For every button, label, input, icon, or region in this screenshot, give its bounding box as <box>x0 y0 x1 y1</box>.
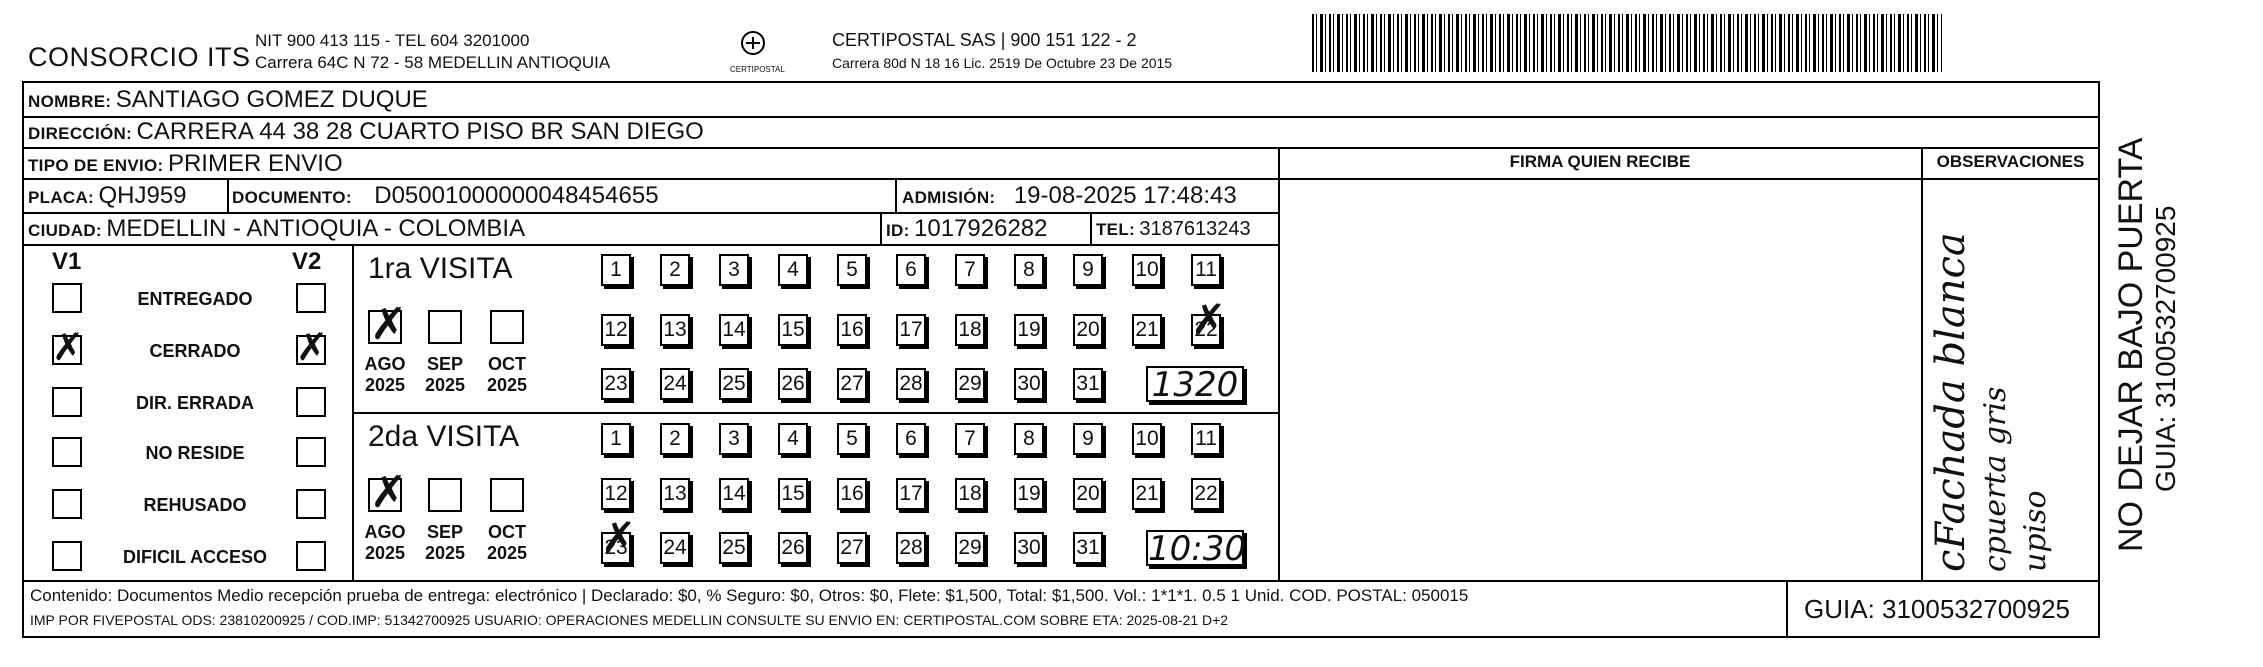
footer-imp: IMP POR FIVEPOSTAL ODS: 23810200925 / COD.IMP: 51342700925 USUARIO: OPERACIONES MEDELLIN CONSULTE SU ENVIO EN: CERTIPOSTAL.COM SOBRE ETA: 2025-08-21 D+2 <box>30 612 1229 628</box>
visit1-day-box[interactable]: 30 <box>1014 368 1044 400</box>
visit2-month-box[interactable] <box>428 478 462 512</box>
visit2-month-mark: ✗ <box>370 467 407 518</box>
visit1-month-name: OCT <box>488 354 526 374</box>
rule <box>22 178 2100 180</box>
visit1-day-box[interactable]: 17 <box>896 314 926 346</box>
rule <box>22 147 2100 149</box>
rule <box>22 244 1278 246</box>
visit1-day-box[interactable]: 1 <box>601 254 631 286</box>
v1-checkbox[interactable] <box>52 283 82 313</box>
company-address: Carrera 64C N 72 - 58 MEDELLIN ANTIOQUIA <box>255 53 611 72</box>
visit1-day-box[interactable]: 19 <box>1014 314 1044 346</box>
visit1-day-box[interactable]: 10 <box>1132 254 1162 286</box>
visit1-month-year: 2025 <box>486 375 528 395</box>
visit1-day-box[interactable]: 4 <box>778 254 808 286</box>
firma-header: FIRMA QUIEN RECIBE <box>1509 152 1691 171</box>
visit1-day-box[interactable]: 13 <box>660 314 690 346</box>
visit2-day-box[interactable]: 18 <box>955 478 985 510</box>
visit2-title: 2da VISITA <box>368 420 520 453</box>
tipo-label: TIPO DE ENVIO: <box>28 156 164 175</box>
rule <box>352 244 354 580</box>
visit1-day-box[interactable]: 27 <box>837 368 867 400</box>
rule <box>22 580 2100 582</box>
certipostal-logo <box>730 30 785 74</box>
nombre-value: SANTIAGO GOMEZ DUQUE <box>115 86 428 113</box>
status-label: NO RESIDE <box>145 443 245 463</box>
ciudad-value: MEDELLIN - ANTIOQUIA - COLOMBIA <box>106 215 526 242</box>
status-label: DIFICIL ACCESO <box>122 547 267 567</box>
logo-text: CERTIPOSTAL <box>730 65 785 74</box>
visit1-month-name: SEP <box>426 354 464 374</box>
visit1-day-box[interactable]: 29 <box>955 368 985 400</box>
carrier-info <box>832 30 1172 71</box>
rule <box>1921 147 1923 580</box>
visit1-day-box[interactable]: 14 <box>719 314 749 346</box>
visit2-day-box[interactable]: 22 <box>1191 478 1221 510</box>
visit2-day-box[interactable]: 13 <box>660 478 690 510</box>
v2-header: V2 <box>292 248 322 275</box>
visit1-day-box[interactable]: 8 <box>1014 254 1044 286</box>
id-field <box>886 215 1048 243</box>
v1-checkbox[interactable] <box>52 541 82 571</box>
visit2-day-box[interactable]: 15 <box>778 478 808 510</box>
v1-checkbox[interactable] <box>52 437 82 467</box>
direccion-field <box>28 118 704 146</box>
placa-label: PLACA: <box>28 188 95 207</box>
placa-field <box>28 182 187 210</box>
status-label: REHUSADO <box>143 495 247 515</box>
visit2-month-box[interactable] <box>490 478 524 512</box>
visit2-day-box[interactable]: 20 <box>1073 478 1103 510</box>
visit1-day-box[interactable]: 20 <box>1073 314 1103 346</box>
carrier-address: Carrera 80d N 18 16 Lic. 2519 De Octubre 23 De 2015 <box>832 55 1173 71</box>
visit1-day-box[interactable]: 24 <box>660 368 690 400</box>
direccion-value: CARRERA 44 38 28 CUARTO PISO BR SAN DIEGO <box>136 118 704 145</box>
visit2-day-box[interactable]: 3 <box>719 423 749 455</box>
visit1-month-label <box>482 354 532 396</box>
placa-value: QHJ959 <box>98 182 187 209</box>
tel-label: TEL: <box>1096 220 1135 239</box>
company-name: CONSORCIO ITS <box>28 42 251 72</box>
visit2-day-box[interactable]: 1 <box>601 423 631 455</box>
visit2-day-box[interactable]: 19 <box>1014 478 1044 510</box>
observation-line-3: upiso <box>2018 490 2053 572</box>
visit1-day-box[interactable]: 26 <box>778 368 808 400</box>
rule <box>895 178 897 212</box>
visit1-day-box[interactable]: 11 <box>1191 254 1221 286</box>
visit1-day-box[interactable]: 6 <box>896 254 926 286</box>
visit1-month-box[interactable] <box>368 299 407 350</box>
rule <box>1090 212 1092 244</box>
id-value: 1017926282 <box>914 215 1048 242</box>
visit2-time: 10:30 <box>1148 529 1246 569</box>
footer-contenido: Contenido: Documentos Medio recepción prueba de entrega: electrónico | Declarado: $0, % Seguro: $0, Otros: $0, Flete: $1,500, Total: $1,500. Vol.: 1*1*1. 0.5 1 Unid. COD. POSTAL: 050015 <box>30 586 1469 605</box>
direccion-label: DIRECCIÓN: <box>28 124 133 143</box>
visit1-day-box[interactable]: 31 <box>1073 368 1103 400</box>
admision-label: ADMISIÓN: <box>902 188 996 207</box>
visit1-day-box[interactable]: 15 <box>778 314 808 346</box>
tel-value: 3187613243 <box>1139 218 1251 240</box>
visit1-month-label <box>360 354 410 396</box>
visit2-day-box[interactable]: 9 <box>1073 423 1103 455</box>
observaciones-header: OBSERVACIONES <box>1936 152 2085 171</box>
rule <box>352 412 1278 414</box>
visit2-day-box[interactable]: 24 <box>660 532 690 564</box>
visit2-day-box[interactable]: 12 <box>601 478 631 510</box>
rule <box>1278 147 1280 580</box>
ciudad-field <box>28 215 525 243</box>
visit1-day-box[interactable]: 28 <box>896 368 926 400</box>
visit2-month-label <box>420 522 470 564</box>
documento-label: DOCUMENTO: <box>232 188 352 207</box>
visit2-month-name: OCT <box>488 522 526 542</box>
v2-checkbox[interactable] <box>296 387 326 417</box>
visit2-day-box[interactable]: 7 <box>955 423 985 455</box>
v2-check-mark: ✗ <box>296 325 328 369</box>
visit1-day-box[interactable]: 25 <box>719 368 749 400</box>
visit1-day-box[interactable]: 3 <box>719 254 749 286</box>
v2-checkbox[interactable] <box>296 489 326 519</box>
visit2-day-box[interactable]: 16 <box>837 478 867 510</box>
v2-checkbox[interactable] <box>296 437 326 467</box>
company-nit: NIT 900 413 115 - TEL 604 3201000 <box>255 31 530 50</box>
barcode <box>1312 14 1942 72</box>
status-label: CERRADO <box>149 341 241 361</box>
rule <box>2098 81 2100 580</box>
carrier-line: CERTIPOSTAL SAS | 900 151 122 - 2 <box>832 30 1137 50</box>
tipo-field <box>28 150 343 178</box>
status-label: DIR. ERRADA <box>135 393 254 413</box>
visit2-day-box[interactable]: 11 <box>1191 423 1221 455</box>
side-notice: NO DEJAR BAJO PUERTA <box>2112 137 2150 552</box>
visit1-day-box[interactable]: 18 <box>955 314 985 346</box>
visit2-day-box[interactable]: 2 <box>660 423 690 455</box>
v2-checkbox[interactable] <box>296 325 328 369</box>
visit1-day-box[interactable]: 7 <box>955 254 985 286</box>
footer-guia: GUIA: 3100532700925 <box>1804 594 2070 624</box>
visit1-month-name: AGO <box>364 354 406 374</box>
visit1-title: 1ra VISITA <box>368 252 513 285</box>
v2-checkbox[interactable] <box>296 541 326 571</box>
visit2-month-box[interactable] <box>368 467 407 518</box>
visit2-month-year: 2025 <box>424 543 466 563</box>
ciudad-label: CIUDAD: <box>28 221 102 240</box>
visit2-day-box[interactable]: 6 <box>896 423 926 455</box>
visit1-month-year: 2025 <box>424 375 466 395</box>
visit2-month-year: 2025 <box>486 543 528 563</box>
visit2-month-year: 2025 <box>364 543 406 563</box>
id-label: ID: <box>886 221 910 240</box>
rule <box>880 212 882 244</box>
visit2-day-box[interactable]: 5 <box>837 423 867 455</box>
visit2-month-name: AGO <box>364 522 406 542</box>
visit2-month-label <box>360 522 410 564</box>
v2-checkbox[interactable] <box>296 283 326 313</box>
documento-value: D05001000000048454655 <box>374 182 659 209</box>
visit2-day-box[interactable]: 21 <box>1132 478 1162 510</box>
rule <box>227 178 229 212</box>
status-label: ENTREGADO <box>137 289 253 309</box>
observation-line-2: cpuerta gris <box>1978 386 2013 572</box>
documento-field <box>232 182 659 210</box>
v1-checkbox[interactable] <box>52 325 84 369</box>
visit1-day-box[interactable]: 21 <box>1132 314 1162 346</box>
logo-icon <box>736 30 770 60</box>
visit2-day-box[interactable]: 23 ✗ <box>601 532 631 564</box>
visit1-day-box[interactable]: 9 <box>1073 254 1103 286</box>
admision-field <box>902 182 1237 210</box>
nombre-field <box>28 86 428 114</box>
visit2-day-box[interactable]: 31 <box>1073 532 1103 564</box>
visit2-day-box[interactable]: 8 <box>1014 423 1044 455</box>
visit1-day-box[interactable]: 16 <box>837 314 867 346</box>
nombre-label: NOMBRE: <box>28 92 112 111</box>
visit1-day-box[interactable]: 5 <box>837 254 867 286</box>
visit2-day-box[interactable]: 26 <box>778 532 808 564</box>
rule <box>1786 580 1788 638</box>
visit2-day-box[interactable]: 30 <box>1014 532 1044 564</box>
visit1-month-label <box>420 354 470 396</box>
visit1-month-box[interactable] <box>490 310 524 344</box>
visit2-month-name: SEP <box>426 522 464 542</box>
visit2-day-box[interactable]: 17 <box>896 478 926 510</box>
company-info <box>255 30 610 74</box>
v1-checkbox[interactable] <box>52 489 82 519</box>
visit1-day-box[interactable]: 2 <box>660 254 690 286</box>
visit1-month-year: 2025 <box>364 375 406 395</box>
visit1-time: 1320 <box>1146 366 1244 402</box>
visit2-day-box[interactable]: 28 <box>896 532 926 564</box>
v1-checkbox[interactable] <box>52 387 82 417</box>
visit2-day-box[interactable]: 10 <box>1132 423 1162 455</box>
side-guia: GUIA: 3100532700925 <box>2150 205 2181 492</box>
v1-check-mark: ✗ <box>52 325 84 369</box>
visit2-day-box[interactable]: 27 <box>837 532 867 564</box>
tipo-value: PRIMER ENVIO <box>167 150 343 177</box>
visit2-day-box[interactable]: 29 <box>955 532 985 564</box>
tel-field <box>1096 218 1251 241</box>
v1-header: V1 <box>52 248 82 275</box>
visit2-day-box[interactable]: 14 <box>719 478 749 510</box>
observation-line-1: cFachada blanca <box>1928 232 1974 572</box>
visit2-day-box[interactable]: 25 <box>719 532 749 564</box>
visit1-day-box[interactable]: 23 <box>601 368 631 400</box>
visit2-day-box[interactable]: 4 <box>778 423 808 455</box>
visit2-month-label <box>482 522 532 564</box>
visit1-month-mark: ✗ <box>370 299 407 350</box>
visit1-month-box[interactable] <box>428 310 462 344</box>
admision-value: 19-08-2025 17:48:43 <box>1013 182 1237 209</box>
visit1-day-box[interactable]: 22 ✗ <box>1191 314 1221 346</box>
visit1-day-box[interactable]: 12 <box>601 314 631 346</box>
